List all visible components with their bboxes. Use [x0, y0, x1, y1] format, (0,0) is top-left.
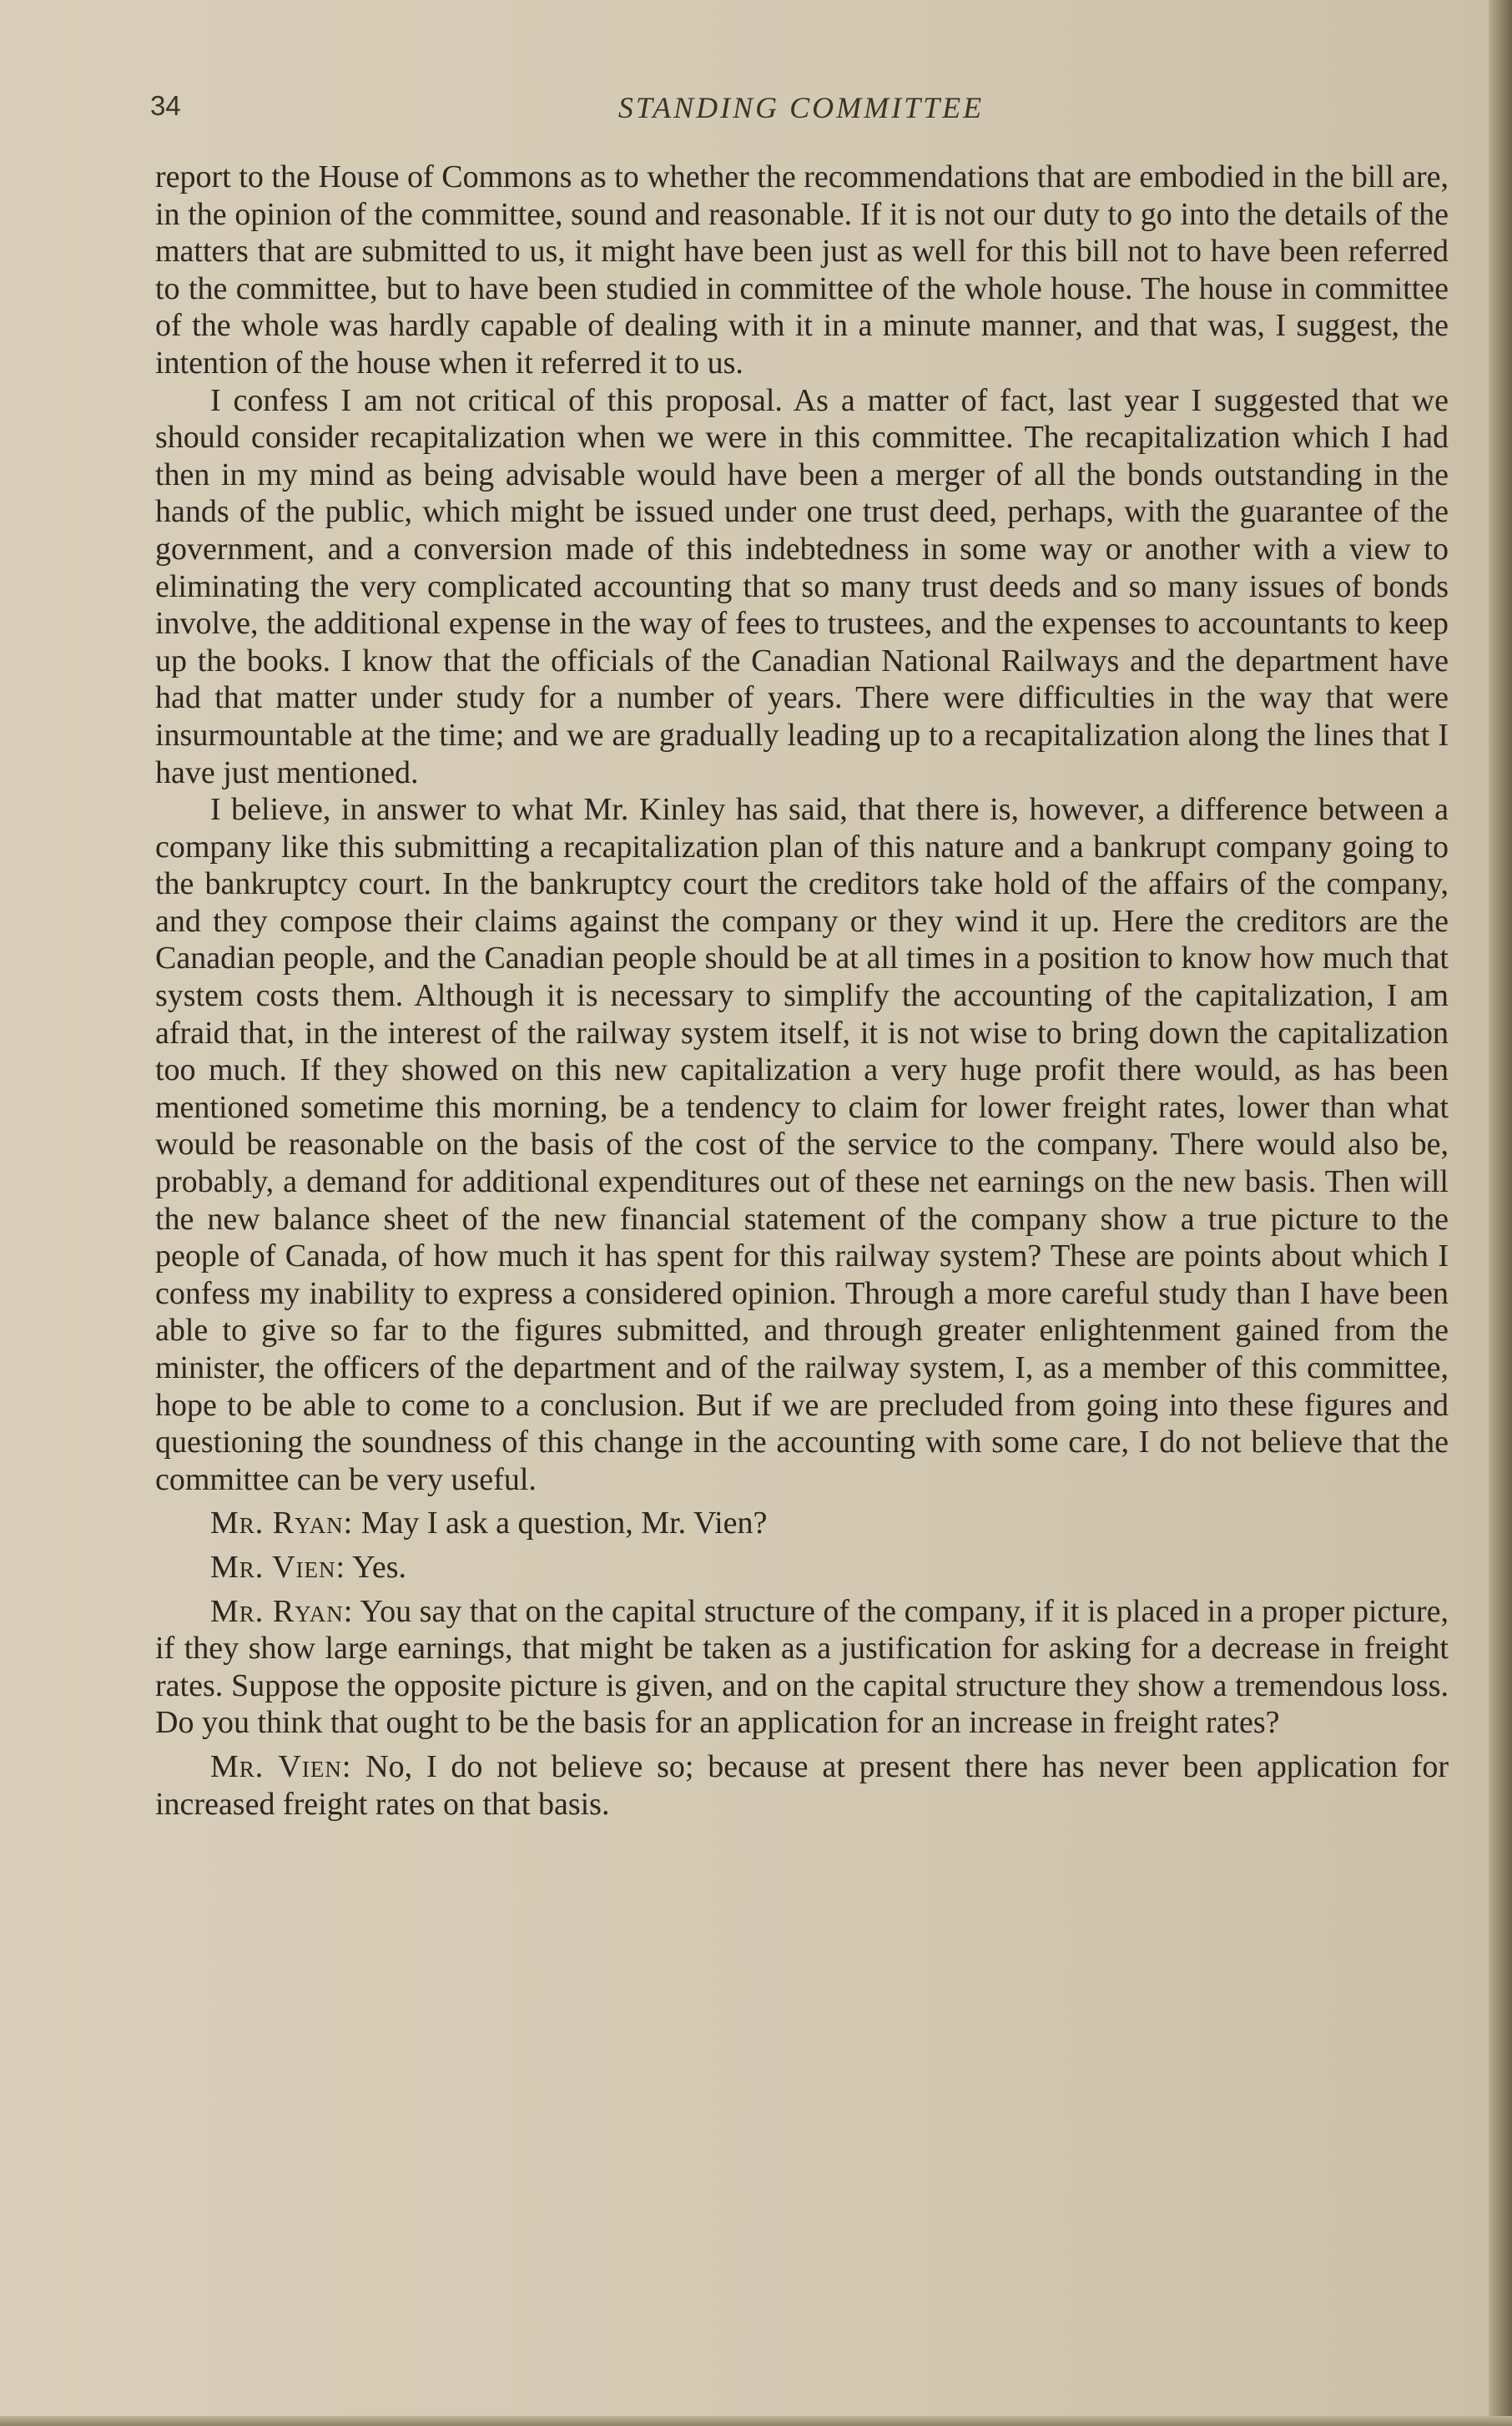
speech-text: You say that on the capital structure of the company, if it is placed in a proper picture, if they show large earnings, that might be taken as a justification for asking for a decrease in freight rates. Suppose the opposite picture is given, and on the capital structure they show a tremendous loss. Do you think that ought to be the basis for an application for an increase in freight rates?: [155, 1593, 1449, 1741]
speech-text: May I ask a question, Mr. Vien?: [353, 1506, 768, 1541]
running-head: STANDING COMMITTEE: [617, 91, 985, 124]
speech-ryan-long: [155, 1593, 1449, 1742]
paragraph-2: I confess I am not critical of this proposal. As a matter of fact, last year I suggested that we should consider recapitalization when we were in this committee. The recapitalization which I had then in my mind as being advisable would have been a merger of all the bonds outstanding in the hands of the public, which might be issued under one trust deed, perhaps, with the guarantee of the government, and a conversion made of this indebtedness in some way or another with a view to eliminating the very complicated accounting that so many trust deeds and so many issues of bonds involve, the additional expense in the way of fees to trustees, and the expenses to accountants to keep up the books. I know that the officials of the Canadian National Railways and the department have had that matter under study for a number of years. There were difficulties in the way that were insurmountable at the time; and we are gradually leading up to a recapitalization along the lines that I have just mentioned.: [155, 382, 1449, 790]
speech-vien-yes: [155, 1549, 1449, 1586]
paragraph-1: report to the House of Commons as to whether the recommendations that are embodied in the bill are, in the opinion of the committee, sound and reasonable. If it is not our duty to go into the details of the matters that are submitted to us, it might have been just as well for this bill not to have been referred to the committee, but to have been studied in committee of the whole house. The house in committee of the whole was hardly capable of dealing with it in a minute manner, and that was, I suggest, the intention of the house when it referred it to us.: [155, 159, 1449, 381]
speaker-name: Mr. Vien:: [210, 1549, 346, 1585]
paragraph-3: I believe, in answer to what Mr. Kinley has said, that there is, however, a difference between a company like this submitting a recapitalization plan of this nature and a bankrupt company going to the bankruptcy court. In the bankruptcy court the creditors take hold of the affairs of the company, and they compose their claims against the company or they wind it up. Here the creditors are the Canadian people, and the Canadian people should be at all times in a position to know how much that system costs them. Although it is necessary to simplify the accounting of the capitalization, I am afraid that, in the interest of the railway system itself, it is not wise to bring down the capitalization too much. If they showed on this new capitalization a very huge profit there would, as has been mentioned sometime this morning, be a tendency to claim for lower freight rates, lower than what would be reasonable on the basis of the cost of the service to the company. There would also be, probably, a demand for additional expenditures out of these net earnings on the new basis. Then will the new balance sheet of the new financial statement of the company show a true picture to the people of Canada, of how much it has spent for this railway system? These are points about which I confess my inability to express a considered opinion. Through a more careful study than I have been able to give so far to the figures submitted, and through greater enlightenment gained from the minister, the officers of the department and of the railway system, I, as a member of this committee, hope to be able to come to a conclusion. But if we are precluded from going into these figures and questioning the soundness of this change in the accounting with some care, I do not believe that the committee can be very useful.: [155, 792, 1449, 1497]
page-bottom-edge: [0, 2416, 1512, 2426]
speech-text: Yes.: [345, 1549, 406, 1585]
body-text: [155, 159, 1449, 1823]
speaker-name: Mr. Ryan:: [210, 1506, 354, 1541]
page-header: [150, 83, 1452, 134]
speech-vien-answer: [155, 1748, 1449, 1823]
speaker-name: Mr. Vien:: [210, 1748, 352, 1784]
speech-text: No, I do not believe so; because at present there has never been application for increased freight rates on that basis.: [155, 1748, 1449, 1822]
book-spine-edge: [1489, 0, 1512, 2426]
page-number: 34: [150, 90, 181, 121]
speech-ryan-question: [155, 1505, 1449, 1542]
speaker-name: Mr. Ryan:: [210, 1593, 354, 1629]
